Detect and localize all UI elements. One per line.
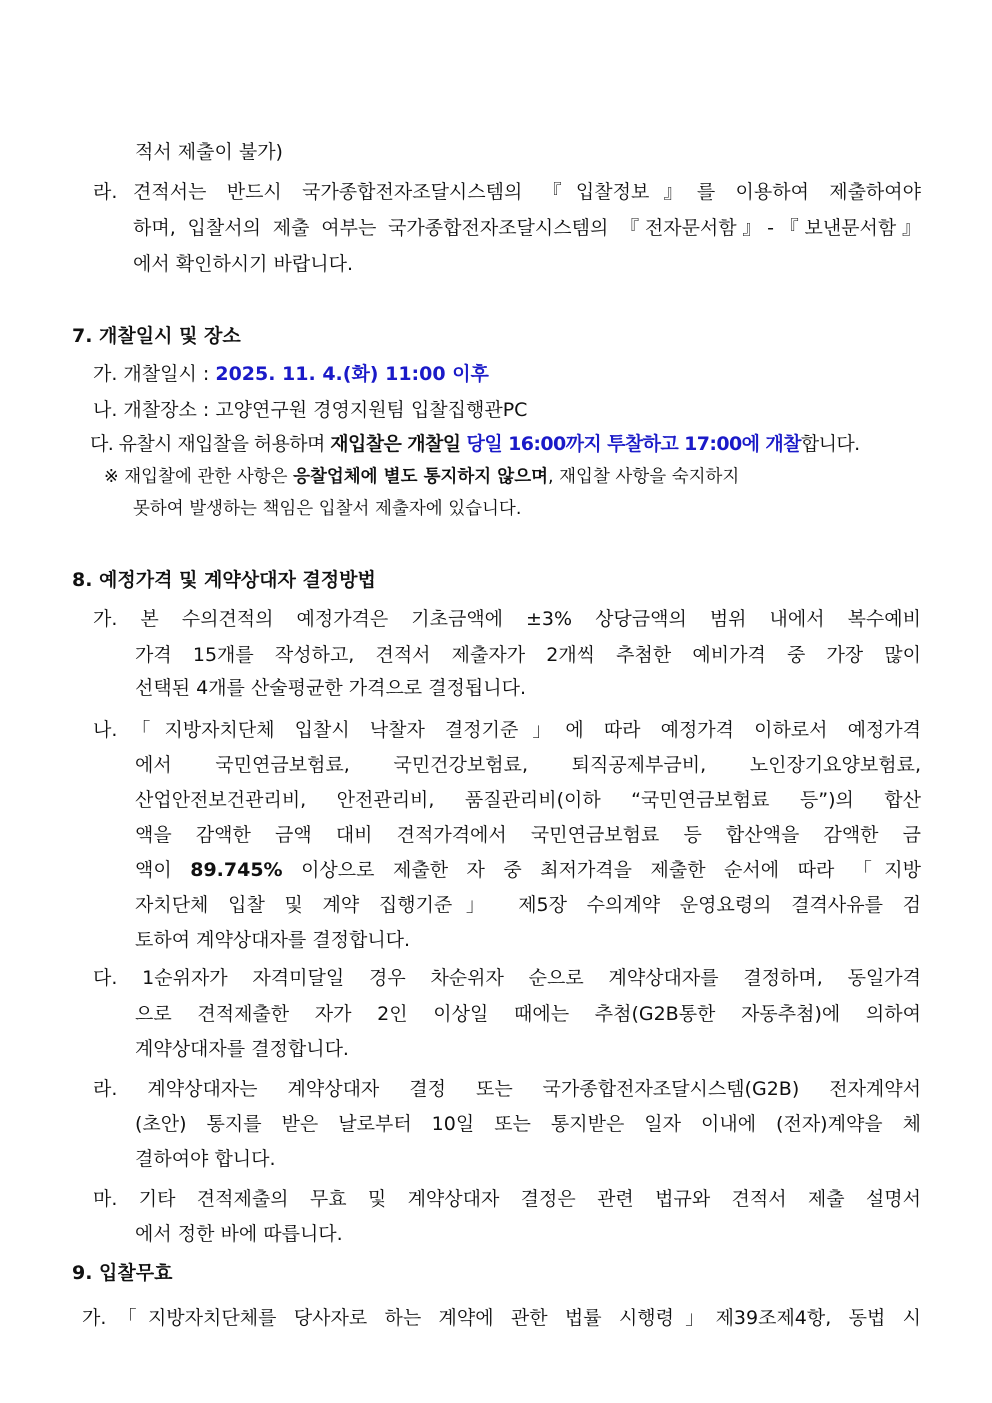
opening-datetime: 2025. 11. 4.(화) 11:00 이후 (215, 363, 489, 385)
section-8-ma-line-2: 에서 정한 바에 따릅니다. (135, 1223, 343, 1245)
text-line: 으로 견적제출한 자가 2인 이상일 때에는 추첨(G2B통한 자동추첨)에 의하여 (135, 1003, 921, 1025)
section-8-ga-line-2 (135, 637, 921, 673)
section-8-na-line-7: 토하여 계약상대자를 결정합니다. (135, 929, 411, 951)
section-9-ga-line-1 (82, 1300, 921, 1336)
section-8-da-line-1 (93, 960, 921, 996)
section-9-heading: 9. 입찰무효 (72, 1262, 173, 1284)
section-7-item-na: 나. 개찰장소 : 고양연구원 경영지원팀 입찰집행관PC (93, 399, 528, 421)
text: 이상으로 제출한 자 중 최저가격을 제출한 순서에 따라 「지방 (282, 859, 922, 881)
section-7-note-line-2: 못하여 발생하는 책임은 입찰서 제출자에 있습니다. (133, 499, 522, 519)
text-line: 에서 국민연금보험료, 국민건강보험료, 퇴직공제부금비, 노인장기요양보험료, (135, 754, 921, 776)
text-line: 다. 1순위자가 자격미달일 경우 차순위자 순으로 계약상대자를 결정하며, 동일가격 (93, 967, 921, 989)
section-8-na-line-5 (135, 852, 921, 888)
item-marker-ra: 라. (93, 181, 118, 203)
section-8-na-line-4 (135, 817, 921, 853)
section-7-item-ga (93, 356, 489, 392)
section-8-heading: 8. 예정가격 및 계약상대자 결정방법 (72, 569, 376, 591)
text-line: 라. 계약상대자는 계약상대자 결정 또는 국가종합전자조달시스템(G2B) 전자계약서 (93, 1078, 921, 1100)
section-8-ga-line-3: 선택된 4개를 산술평균한 가격으로 결정됩니다. (135, 677, 527, 699)
section-8-na-line-2 (135, 747, 921, 783)
section-8-ra-line-3: 결하여야 합니다. (135, 1148, 276, 1170)
item-ra-line-2 (133, 210, 921, 246)
text: ※ 재입찰에 관한 사항은 (104, 467, 294, 487)
bold-text: 재입찰은 개찰일 (330, 433, 461, 455)
text-line: (초안) 통지를 받은 날로부터 10일 또는 통지받은 일자 이내에 (전자)계약을 체 (135, 1113, 921, 1135)
text-line: 나.「지방자치단체 입찰시 낙찰자 결정기준」에 따라 예정가격 이하로서 예정가격 (93, 719, 921, 741)
section-8-na-line-1 (93, 712, 921, 748)
section-8-ra-line-2 (135, 1106, 921, 1142)
text-line: 가격 15개를 작성하고, 견적서 제출자가 2개씩 추첨한 예비가격 중 가장 많이 (135, 644, 921, 666)
justified-text (133, 174, 921, 210)
section-8-da-line-2 (135, 996, 921, 1032)
section-8-ma-line-1 (93, 1181, 921, 1217)
section-7-item-da (90, 426, 860, 462)
text-line: 자치단체 입찰 및 계약 집행기준」 제5장 수의계약 운영요령의 결격사유를 검 (135, 894, 921, 916)
section-7-heading: 7. 개찰일시 및 장소 (72, 325, 241, 347)
text: 다. 유찰시 재입찰을 허용하며 (90, 433, 331, 455)
text-line: 산업안전보건관리비, 안전관리비, 품질관리비(이하 “국민연금보험료 등”)의 합산 (135, 789, 921, 811)
rebid-time: 당일 16:00까지 투찰하고 17:00에 개찰 (460, 433, 801, 455)
item-ra-line-3: 에서 확인하시기 바랍니다. (133, 253, 354, 275)
text-line: 가.「지방자치단체를 당사자로 하는 계약에 관한 법률 시행령」제39조제4항, 동법 시 (82, 1307, 921, 1329)
text: 액이 (135, 859, 191, 881)
text-line: 마. 기타 견적제출의 무효 및 계약상대자 결정은 관련 법규와 견적서 제출 설명서 (93, 1188, 921, 1210)
text-line: 가. 본 수의견적의 예정가격은 기초금액에 ±3% 상당금액의 범위 내에서 복수예비 (93, 608, 921, 630)
section-8-ga-line-1 (93, 601, 921, 637)
continuation-line: 적서 제출이 불가) (135, 141, 283, 163)
label: 가. 개찰일시 : (93, 363, 216, 385)
item-ra-line-1 (133, 174, 921, 210)
text-line: 액을 감액한 금액 대비 견적가격에서 국민연금보험료 등 합산액을 감액한 금 (135, 824, 921, 846)
threshold-rate: 89.745% (190, 859, 283, 881)
text-line: 견적서는 반드시 국가종합전자조달시스템의 『입찰정보』를 이용하여 제출하여야 (133, 181, 921, 203)
section-8-na-line-3 (135, 782, 921, 818)
section-8-na-line-6 (135, 887, 921, 923)
section-7-note-line-1 (104, 460, 880, 494)
section-8-da-line-3: 계약상대자를 결정합니다. (135, 1038, 349, 1060)
text: 합니다. (800, 433, 860, 455)
text-line (135, 852, 921, 888)
text: , 재입찰 사항을 숙지하지 (548, 467, 740, 487)
section-8-ra-line-1 (93, 1071, 921, 1107)
bold-text: 응찰업체에 별도 통지하지 않으며 (293, 467, 549, 487)
text-line: 하며, 입찰서의 제출 여부는 국가종합전자조달시스템의 『전자문서함』-『보낸문서함』 (133, 217, 921, 239)
